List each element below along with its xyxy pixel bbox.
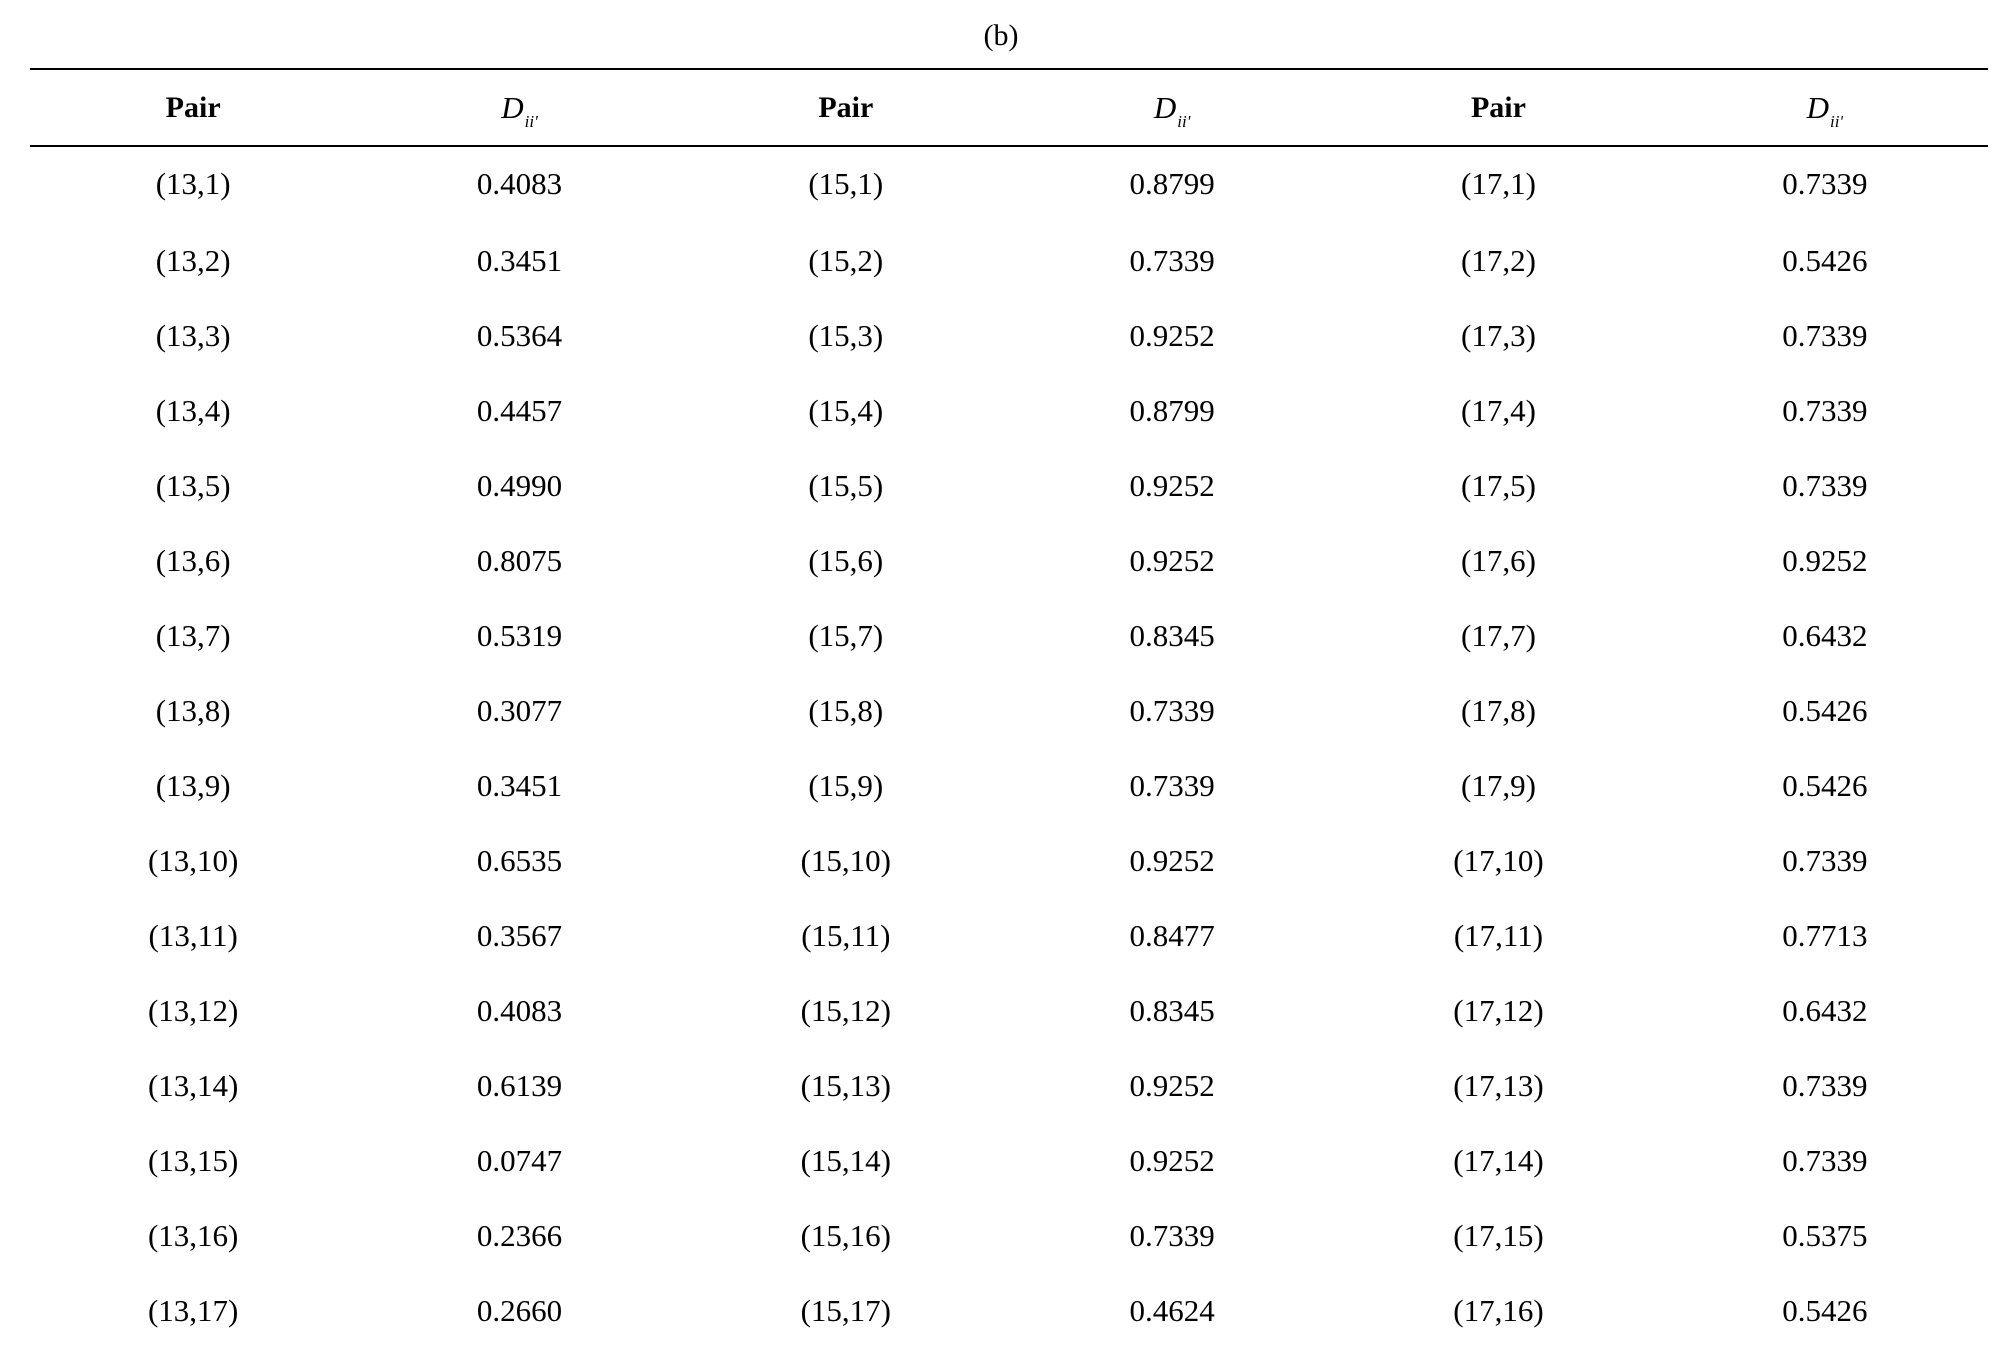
distance-cell: 0.9252	[1782, 542, 1868, 578]
pair-cell: (17,7)	[1461, 617, 1536, 653]
pair-cell: (17,8)	[1461, 692, 1536, 728]
pair-cell: (13,1)	[155, 166, 231, 201]
table-header	[30, 70, 1988, 145]
table-row	[30, 523, 1988, 598]
distance-cell: 0.3451	[476, 767, 563, 803]
distance-cell: 0.5426	[1782, 692, 1868, 728]
table-row	[30, 673, 1988, 748]
distance-cell: 0.7339	[1782, 392, 1868, 428]
pair-cell: (13,2)	[155, 242, 231, 278]
distance-cell: 0.9252	[1129, 1067, 1215, 1103]
table-row	[30, 598, 1988, 673]
pair-cell: (17,3)	[1461, 317, 1536, 353]
column-header-pair-3: Pair	[1470, 90, 1526, 124]
column-header-pair-1: Pair	[165, 90, 221, 124]
pair-cell: (17,6)	[1461, 542, 1536, 578]
pair-cell: (13,7)	[155, 617, 231, 653]
distance-cell: 0.7339	[1782, 1067, 1868, 1103]
pair-cell: (17,12)	[1453, 992, 1544, 1028]
table-row	[30, 145, 1988, 223]
distance-cell: 0.4083	[476, 166, 563, 201]
pair-cell: (15,11)	[801, 917, 891, 953]
pair-cell: (13,3)	[155, 317, 231, 353]
distance-cell: 0.4624	[1129, 1292, 1215, 1328]
pair-cell: (17,13)	[1453, 1067, 1544, 1103]
pair-cell: (15,10)	[800, 842, 892, 878]
distance-table	[30, 70, 1988, 1348]
pair-cell: (13,11)	[148, 917, 238, 953]
distance-cell: 0.7339	[1782, 842, 1868, 878]
column-header-pair-2: Pair	[818, 90, 874, 124]
column-header-distance-2	[1009, 70, 1335, 145]
distance-cell: 0.6139	[476, 1067, 563, 1103]
distance-cell: 0.9252	[1129, 317, 1215, 353]
pair-cell: (15,1)	[808, 166, 884, 201]
distance-cell: 0.2660	[476, 1292, 563, 1328]
table-row	[30, 748, 1988, 823]
table-row	[30, 898, 1988, 973]
pair-cell: (17,15)	[1453, 1217, 1544, 1253]
pair-cell: (15,16)	[800, 1217, 892, 1253]
distance-symbol: D	[1153, 89, 1177, 125]
distance-cell: 0.7339	[1129, 767, 1215, 803]
distance-cell: 0.5426	[1782, 767, 1868, 803]
pair-cell: (13,4)	[155, 392, 231, 428]
distance-cell: 0.9252	[1129, 542, 1215, 578]
distance-cell: 0.8799	[1129, 166, 1215, 201]
distance-cell: 0.8345	[1129, 617, 1215, 653]
distance-cell: 0.9252	[1129, 842, 1215, 878]
distance-cell: 0.7339	[1782, 1142, 1868, 1178]
pair-cell: (15,6)	[808, 542, 884, 578]
distance-cell: 0.5375	[1782, 1217, 1868, 1253]
distance-symbol: D	[1806, 89, 1829, 125]
pair-cell: (15,8)	[808, 692, 884, 728]
distance-cell: 0.3077	[476, 692, 563, 728]
table-row	[30, 973, 1988, 1048]
pair-cell: (17,11)	[1453, 917, 1544, 953]
distance-cell: 0.7339	[1782, 317, 1868, 353]
pair-cell: (15,3)	[808, 317, 884, 353]
pair-cell: (13,5)	[155, 467, 231, 503]
distance-subscript: ii'	[1829, 111, 1844, 131]
pair-cell: (15,7)	[808, 617, 884, 653]
pair-cell: (17,2)	[1461, 242, 1536, 278]
pair-cell: (15,17)	[800, 1292, 892, 1328]
distance-cell: 0.4990	[476, 467, 563, 503]
distance-cell: 0.6432	[1782, 617, 1868, 653]
pair-cell: (17,9)	[1461, 767, 1536, 803]
pair-cell: (13,17)	[147, 1292, 239, 1328]
table-body	[30, 145, 1988, 1348]
distance-symbol: D	[501, 89, 524, 125]
table-row	[30, 1123, 1988, 1198]
distance-cell: 0.8075	[476, 542, 563, 578]
distance-cell: 0.5426	[1782, 242, 1868, 278]
distance-cell: 0.4457	[476, 392, 563, 428]
table-row	[30, 1048, 1988, 1123]
distance-cell: 0.7713	[1782, 917, 1868, 953]
pair-cell: (15,9)	[808, 767, 884, 803]
table-row	[30, 823, 1988, 898]
pair-cell: (13,14)	[147, 1067, 239, 1103]
pair-cell: (17,14)	[1453, 1142, 1544, 1178]
distance-subscript: ii'	[1177, 111, 1191, 131]
distance-cell: 0.3451	[476, 242, 563, 278]
pair-cell: (15,2)	[808, 242, 884, 278]
table-row	[30, 448, 1988, 523]
distance-subscript: ii'	[524, 111, 538, 131]
pair-cell: (13,15)	[147, 1142, 239, 1178]
distance-cell: 0.7339	[1129, 1217, 1215, 1253]
distance-cell: 0.5426	[1782, 1292, 1868, 1328]
distance-cell: 0.8799	[1129, 392, 1215, 428]
distance-cell: 0.0747	[476, 1142, 563, 1178]
pair-cell: (13,6)	[155, 542, 231, 578]
distance-cell: 0.2366	[476, 1217, 563, 1253]
distance-cell: 0.5319	[476, 617, 563, 653]
distance-cell: 0.3567	[476, 917, 563, 953]
pair-cell: (13,10)	[147, 842, 239, 878]
pair-cell: (15,4)	[808, 392, 884, 428]
distance-cell: 0.8477	[1129, 917, 1215, 953]
distance-cell: 0.7339	[1782, 166, 1868, 201]
pair-cell: (15,12)	[800, 992, 892, 1028]
pair-cell: (17,4)	[1461, 392, 1536, 428]
pair-cell: (13,12)	[147, 992, 239, 1028]
distance-cell: 0.9252	[1129, 1142, 1215, 1178]
pair-cell: (17,10)	[1453, 842, 1544, 878]
distance-cell: 0.4083	[476, 992, 563, 1028]
pair-cell: (17,16)	[1453, 1292, 1544, 1328]
pair-cell: (13,16)	[147, 1217, 239, 1253]
distance-cell: 0.6432	[1782, 992, 1868, 1028]
pair-cell: (17,5)	[1461, 467, 1536, 503]
distance-cell: 0.7339	[1129, 692, 1215, 728]
pair-cell: (13,9)	[155, 767, 231, 803]
distance-cell: 0.8345	[1129, 992, 1215, 1028]
table-row	[30, 223, 1988, 298]
column-header-distance-1	[356, 70, 682, 145]
pair-cell: (13,8)	[155, 692, 231, 728]
header-row	[30, 70, 1988, 145]
column-header-distance-3	[1662, 70, 1988, 145]
distance-cell: 0.7339	[1782, 467, 1868, 503]
distance-cell: 0.7339	[1129, 242, 1215, 278]
pair-cell: (15,14)	[800, 1142, 892, 1178]
table-caption: (b)	[983, 19, 1019, 52]
table-row	[30, 298, 1988, 373]
pair-cell: (17,1)	[1461, 166, 1536, 201]
table-row	[30, 1198, 1988, 1273]
distance-cell: 0.9252	[1129, 467, 1215, 503]
pair-cell: (15,5)	[808, 467, 884, 503]
distance-cell: 0.5364	[476, 317, 563, 353]
distance-cell: 0.6535	[476, 842, 563, 878]
table-row	[30, 373, 1988, 448]
pair-cell: (15,13)	[800, 1067, 892, 1103]
